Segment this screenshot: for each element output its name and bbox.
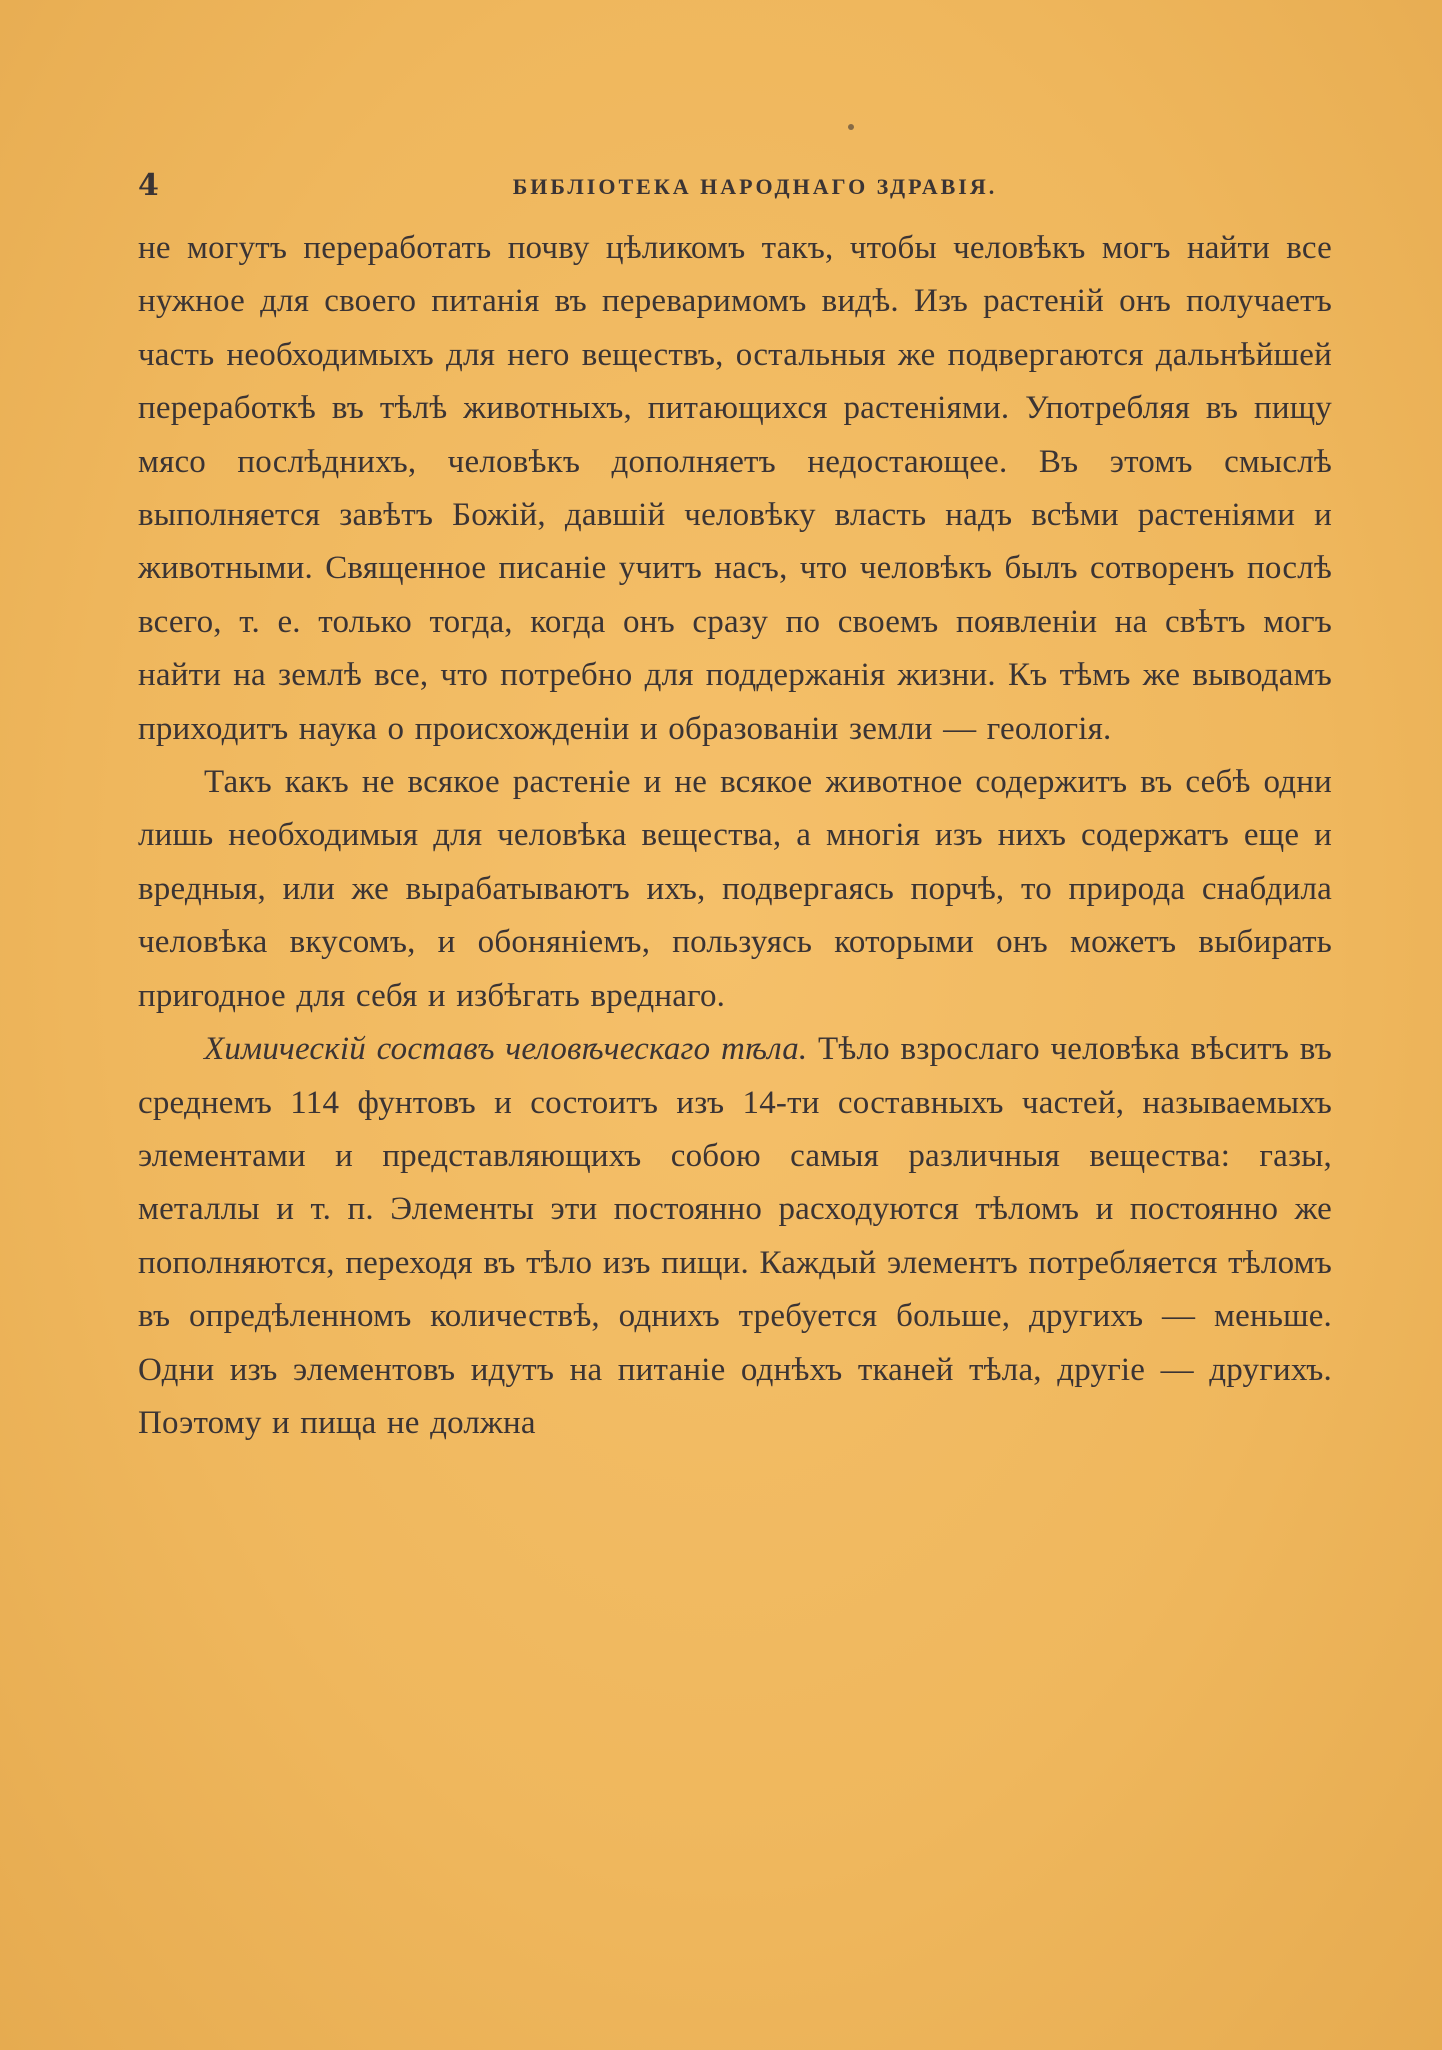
page-header — [138, 150, 1332, 222]
paragraph-3-text: Тѣло взрослаго человѣка вѣситъ въ среднемъ 114 фунтовъ и состоитъ изъ 14-ти составныхъ частей, называемыхъ элементами и представляющихъ собою самыя различныя вещества: газы, металлы и т. п. Элементы эти постоянно расходуются тѣломъ и постоянно же пополняются, переходя въ тѣло изъ пищи. Каждый элементъ потребляется тѣломъ въ опредѣленномъ количествѣ, однихъ требуется больше, другихъ — меньше. Одни изъ элементовъ идутъ на питаніе однѣхъ тканей тѣла, другіе — другихъ. Поэтому и пища не должна — [138, 1031, 1333, 1441]
paragraph-1: не могутъ переработать почву цѣликомъ такъ, чтобы человѣкъ могъ найти все нужное для своего питанія въ переваримомъ видѣ. Изъ растеній онъ получаетъ часть необходимыхъ для него веществъ, остальныя же подвергаются дальнѣйшей переработкѣ въ тѣлѣ животныхъ, питающихся растеніями. Употребляя въ пищу мясо послѣднихъ, человѣкъ дополняетъ недостающее. Въ этомъ смыслѣ выполняется завѣтъ Божій, давшій человѣку власть надъ всѣми растеніями и животными. Священное писаніе учитъ насъ, что человѣкъ былъ сотворенъ послѣ всего, т. е. только тогда, когда онъ сразу по своемъ появленіи на свѣтъ могъ найти на землѣ все, что потребно для поддержанія жизни. Къ тѣмъ же выводамъ приходитъ наука о происхожденіи и образованіи земли — геологія. — [138, 230, 1332, 747]
running-title: БИБЛІОТЕКА НАРОДНАГО ЗДРАВІЯ. — [512, 174, 998, 199]
paragraph-3 — [138, 1023, 1332, 1450]
ink-speck — [848, 124, 854, 130]
book-page — [138, 150, 1332, 1450]
body-text — [138, 222, 1332, 1450]
section-heading: Химическій составъ человѣческаго тѣла. — [204, 1031, 808, 1068]
page-number: 4 — [138, 168, 159, 203]
paragraph-2: Такъ какъ не всякое растеніе и не всякое животное содержитъ въ себѣ одни лишь необходимыя для человѣка вещества, а многія изъ нихъ содержатъ еще и вредныя, или же вырабатываютъ ихъ, подвергаясь порчѣ, то природа снабдила человѣка вкусомъ, и обоняніемъ, пользуясь которыми онъ можетъ выбирать пригодное для себя и избѣгать вреднаго. — [138, 764, 1332, 1014]
